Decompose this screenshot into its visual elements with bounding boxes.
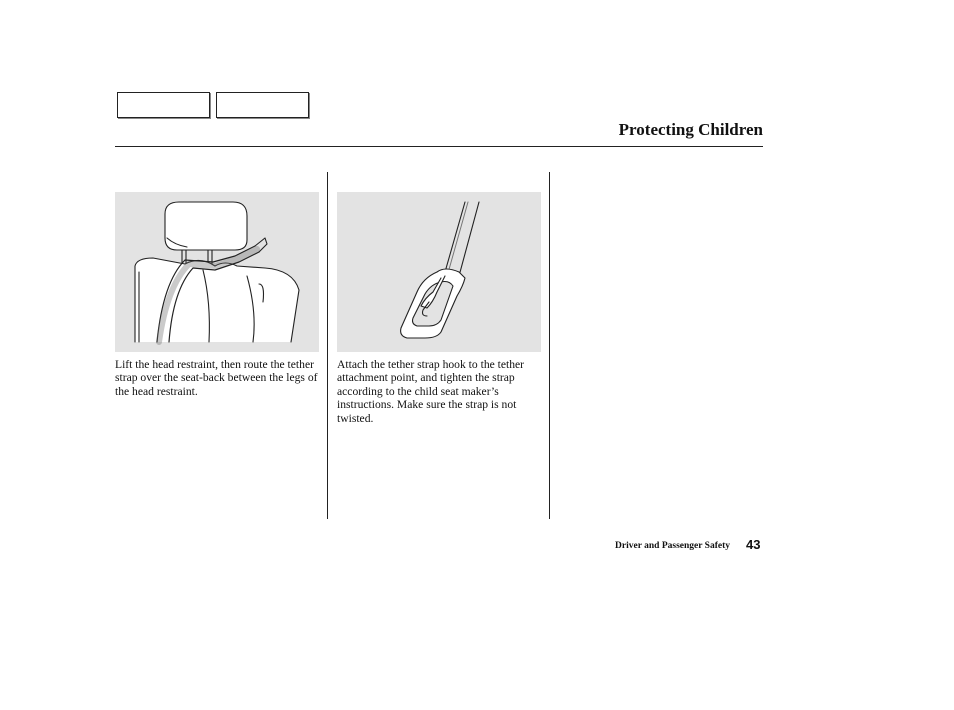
previous-page-button[interactable] <box>117 92 210 118</box>
header-rule <box>115 146 763 147</box>
column-divider <box>549 172 550 519</box>
page-title: Protecting Children <box>618 120 763 139</box>
figure-caption: Lift the head restraint, then route the tether strap over the seat-back between the legs of the head restraint. <box>115 358 318 398</box>
page-number: 43 <box>746 537 761 552</box>
next-page-button[interactable] <box>216 92 309 118</box>
footer-section-title: Driver and Passenger Safety <box>615 541 730 551</box>
figure-caption: Attach the tether strap hook to the tether attachment point, and tighten the strap according to the child seat maker’s instructions. Make sure the strap is not twisted. <box>337 358 525 425</box>
column-divider <box>327 172 328 519</box>
tether-anchor-hook-illustration <box>337 192 541 352</box>
headrest-tether-illustration <box>115 192 319 352</box>
